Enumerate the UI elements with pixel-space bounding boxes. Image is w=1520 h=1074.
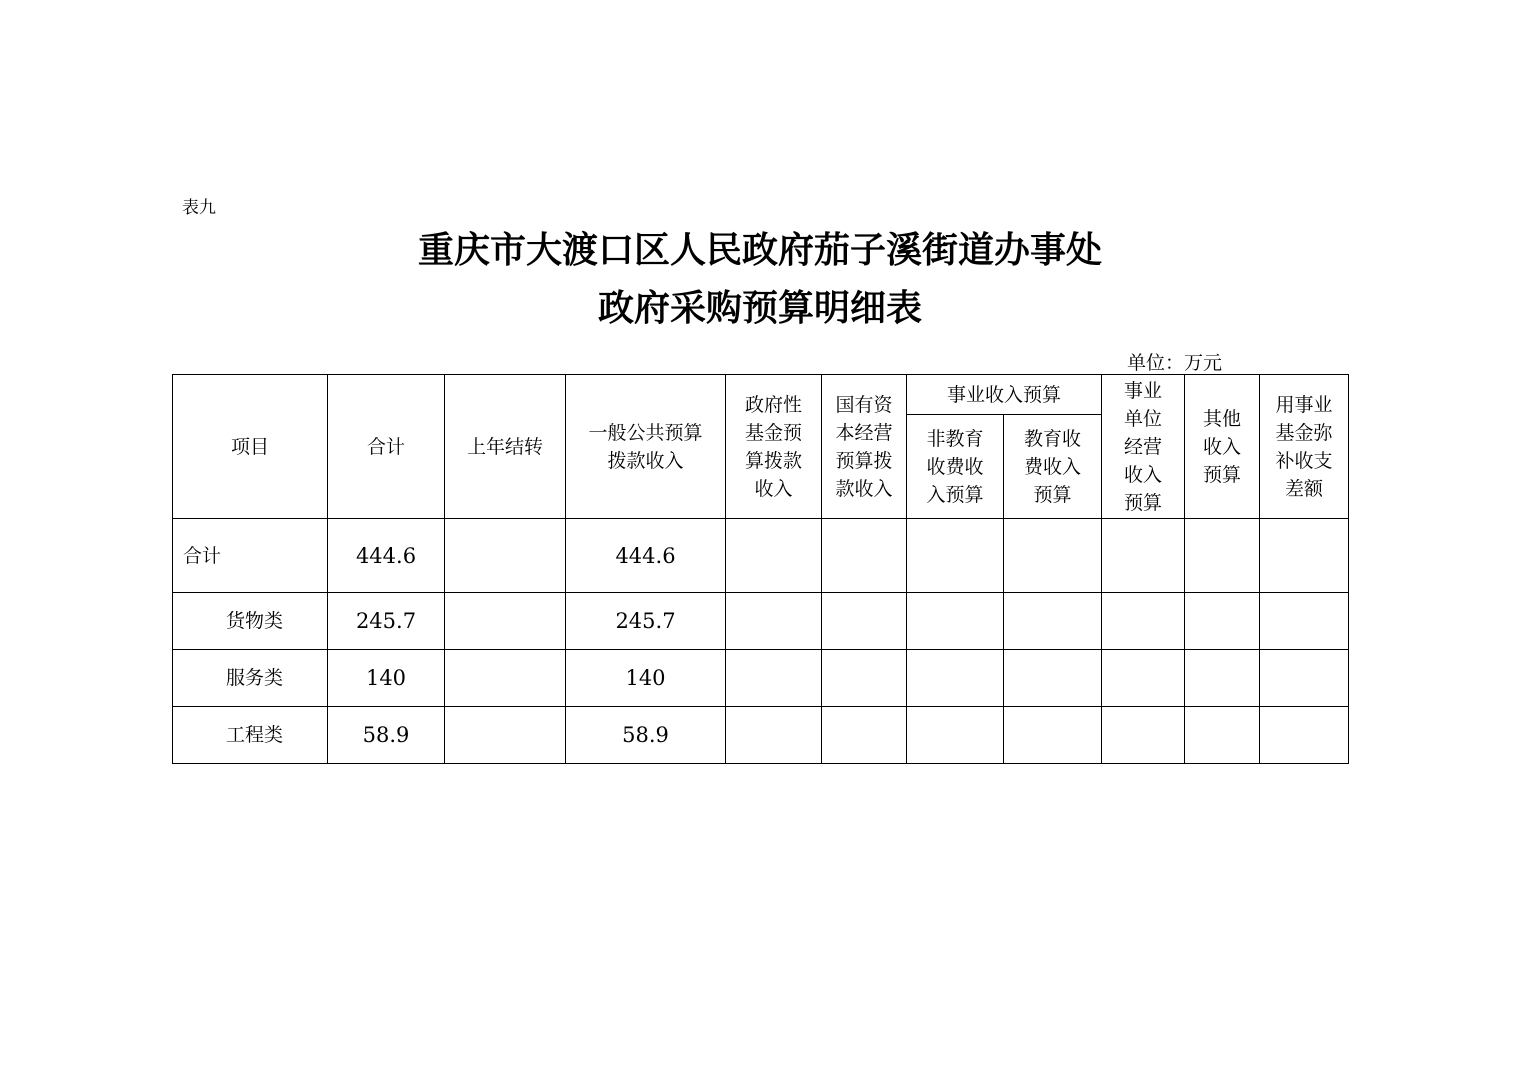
header-non-edu-fee-line: 入预算 (926, 483, 984, 506)
empty-cell (907, 707, 1004, 764)
page-title-line2: 政府采购预算明细表 (597, 288, 922, 329)
row-general-budget-value: 245.7 (566, 593, 726, 650)
unit-label: 单位：万元 (1127, 352, 1223, 374)
empty-cell (1102, 707, 1185, 764)
empty-cell (1260, 707, 1349, 764)
header-general-budget (566, 375, 726, 519)
row-name: 合计 (173, 519, 328, 593)
table-number-label: 表九 (182, 198, 216, 218)
table-row (173, 707, 1349, 764)
empty-cell (1102, 519, 1185, 593)
empty-cell (1004, 707, 1102, 764)
header-business-op-line: 单位 (1124, 407, 1163, 430)
header-non-edu-fee (907, 415, 1004, 519)
empty-cell (907, 519, 1004, 593)
header-other-income (1185, 375, 1260, 519)
header-fund-balance-line: 用事业 (1275, 393, 1333, 416)
header-fund-balance-line: 差额 (1285, 477, 1324, 500)
row-total-value: 245.7 (328, 593, 445, 650)
row-carryover-value (445, 650, 566, 707)
empty-cell (822, 707, 907, 764)
header-gov-fund (726, 375, 822, 519)
header-fund-balance-line: 补收支 (1275, 449, 1333, 472)
header-state-capital-line: 国有资 (835, 393, 893, 416)
row-carryover-value (445, 593, 566, 650)
header-carryover (445, 375, 566, 519)
header-item: 项目 (173, 375, 328, 519)
header-non-edu-fee-line: 非教育 (926, 427, 984, 450)
header-state-capital-line: 款收入 (835, 477, 893, 500)
header-gov-fund-line: 收入 (754, 477, 793, 500)
header-business-income: 事业收入预算 (907, 375, 1102, 415)
empty-cell (1004, 650, 1102, 707)
header-business-op-line: 预算 (1124, 491, 1163, 514)
header-non-edu-fee-line: 收费收 (926, 455, 984, 478)
header-edu-fee (1004, 415, 1102, 519)
page-title-line1: 重庆市大渡口区人民政府茄子溪街道办事处 (417, 230, 1102, 271)
header-general-budget-line: 拨款收入 (607, 449, 684, 472)
empty-cell (1185, 707, 1260, 764)
table-row (173, 593, 1349, 650)
header-business-op-line: 事业 (1124, 379, 1163, 402)
empty-cell (1102, 650, 1185, 707)
header-other-income-line: 预算 (1203, 463, 1242, 486)
header-state-capital (822, 375, 907, 519)
empty-cell (907, 650, 1004, 707)
row-name: 工程类 (173, 707, 328, 764)
empty-cell (1260, 650, 1349, 707)
header-gov-fund-line: 政府性 (744, 393, 802, 416)
header-gov-fund-line: 基金预 (744, 421, 802, 444)
header-fund-balance-line: 基金弥 (1275, 421, 1333, 444)
empty-cell (1004, 593, 1102, 650)
row-name: 货物类 (173, 593, 328, 650)
header-state-capital-line: 预算拨 (835, 449, 893, 472)
header-business-op-line: 经营 (1124, 435, 1163, 458)
row-total-value: 444.6 (328, 519, 445, 593)
empty-cell (907, 593, 1004, 650)
procurement-budget-table (172, 374, 1349, 764)
empty-cell (1260, 593, 1349, 650)
row-total-value: 58.9 (328, 707, 445, 764)
header-general-budget-line: 一般公共预算 (588, 421, 703, 444)
row-total-value: 140 (328, 650, 445, 707)
empty-cell (1185, 593, 1260, 650)
empty-cell (726, 593, 822, 650)
empty-cell (1102, 593, 1185, 650)
empty-cell (1185, 650, 1260, 707)
header-edu-fee-line: 费收入 (1024, 455, 1082, 478)
empty-cell (822, 519, 907, 593)
header-edu-fee-line: 预算 (1033, 483, 1072, 506)
header-edu-fee-line: 教育收 (1024, 427, 1082, 450)
row-name: 服务类 (173, 650, 328, 707)
header-other-income-line: 其他 (1203, 407, 1242, 430)
empty-cell (1004, 519, 1102, 593)
empty-cell (726, 707, 822, 764)
row-general-budget-value: 444.6 (566, 519, 726, 593)
table-row-total (173, 519, 1349, 593)
empty-cell (1260, 519, 1349, 593)
row-carryover-value (445, 707, 566, 764)
header-total: 合计 (328, 375, 445, 519)
header-state-capital-line: 本经营 (835, 421, 893, 444)
header-other-income-line: 收入 (1203, 435, 1242, 458)
empty-cell (726, 650, 822, 707)
row-general-budget-value: 58.9 (566, 707, 726, 764)
empty-cell (1185, 519, 1260, 593)
header-row (173, 375, 1349, 415)
table-row (173, 650, 1349, 707)
row-general-budget-value: 140 (566, 650, 726, 707)
header-carryover-text: 上年结转 (466, 435, 543, 458)
header-business-op (1102, 375, 1185, 519)
empty-cell (822, 593, 907, 650)
header-business-op-line: 收入 (1124, 463, 1163, 486)
empty-cell (726, 519, 822, 593)
header-gov-fund-line: 算拨款 (744, 449, 802, 472)
empty-cell (822, 650, 907, 707)
header-fund-balance (1260, 375, 1349, 519)
row-carryover-value (445, 519, 566, 593)
